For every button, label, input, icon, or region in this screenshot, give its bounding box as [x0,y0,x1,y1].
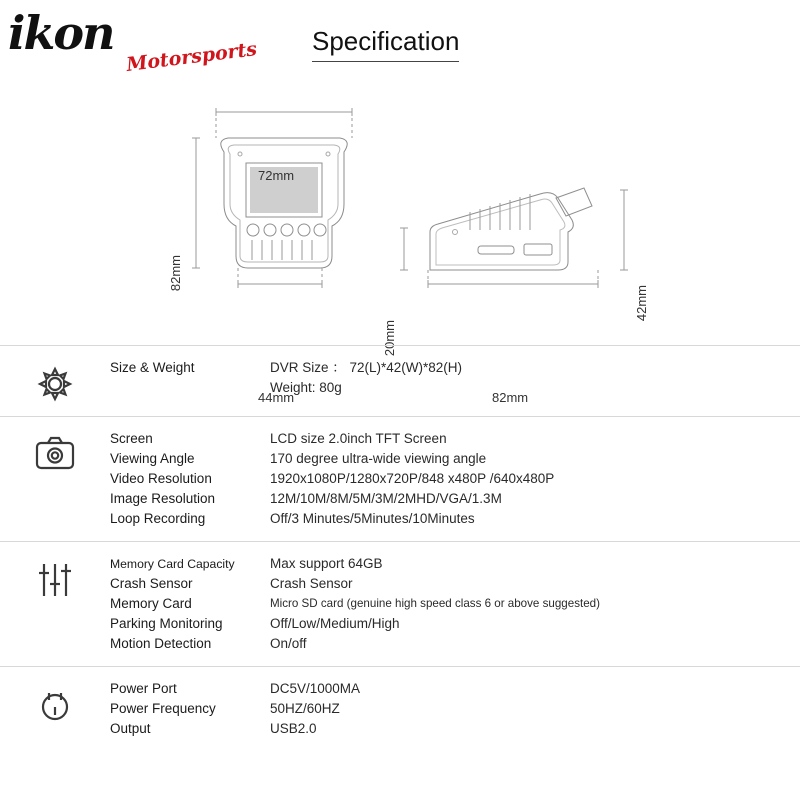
spec-value: DC5V/1000MA [270,681,361,696]
dim-side-height: 42mm [634,285,649,322]
dim-front-width: 72mm [258,168,295,183]
spec-label: Motion Detection [110,636,212,651]
spec-value: Max support 64GB [270,556,383,571]
plug-icon [0,679,110,725]
spec-label: Video Resolution [110,471,212,486]
spec-labels [110,429,270,529]
spec-label: Image Resolution [110,491,216,506]
spec-value: 170 degree ultra-wide viewing angle [270,451,487,466]
spec-label: Output [110,721,151,736]
spec-label: Memory Card [110,596,192,611]
specification-table [0,345,800,751]
spec-value: LCD size 2.0inch TFT Screen [270,431,447,446]
spec-values [270,679,800,739]
spec-label: Size & Weight [110,360,195,375]
brand-logo [8,6,259,76]
spec-section-camera [0,416,800,541]
camera-icon [0,429,110,471]
page-title: Specification [312,26,459,62]
spec-label: Memory Card Capacity [110,557,235,571]
dim-front-height: 82mm [168,255,183,292]
spec-label: Viewing Angle [110,451,195,466]
spec-value: 50HZ/60HZ [270,701,340,716]
spec-labels [110,554,270,654]
dim-side-length: 82mm [492,390,529,405]
spec-value: Off/Low/Medium/High [270,616,400,631]
spec-labels [110,679,270,739]
spec-value: Weight: 80g [270,380,342,395]
page-header [0,0,800,80]
spec-value: Crash Sensor [270,576,353,591]
spec-value: 12M/10M/8M/5M/3M/2MHD/VGA/1.3M [270,491,502,506]
spec-section-size-weight [0,345,800,416]
spec-section-storage [0,541,800,666]
brand-name: ikon [8,6,114,60]
spec-value: DVR Size ： 72(L)*42(W)*82(H) [270,360,463,375]
spec-label: Screen [110,431,153,446]
spec-label: Loop Recording [110,511,206,526]
dimension-diagram-svg [0,80,800,340]
sliders-icon [0,554,110,600]
spec-value: Off/3 Minutes/5Minutes/10Minutes [270,511,475,526]
spec-label: Power Port [110,681,177,696]
spec-labels [110,358,270,378]
spec-value: USB2.0 [270,721,317,736]
spec-values [270,554,800,654]
dim-side-depth: 20mm [382,320,397,357]
spec-label: Power Frequency [110,701,216,716]
spec-values [270,358,800,398]
spec-values [270,429,800,529]
spec-label: Parking Monitoring [110,616,223,631]
spec-section-power [0,666,800,751]
brand-tagline: Motorsports [125,38,259,76]
spec-value: 1920x1080P/1280x720P/848 x480P /640x480P [270,471,555,486]
spec-label: Crash Sensor [110,576,193,591]
gear-icon [0,358,110,404]
spec-value: On/off [270,636,307,651]
spec-value: Micro SD card (genuine high speed class 6 or above suggested) [270,597,600,610]
dim-front-bottom: 44mm [258,390,295,405]
